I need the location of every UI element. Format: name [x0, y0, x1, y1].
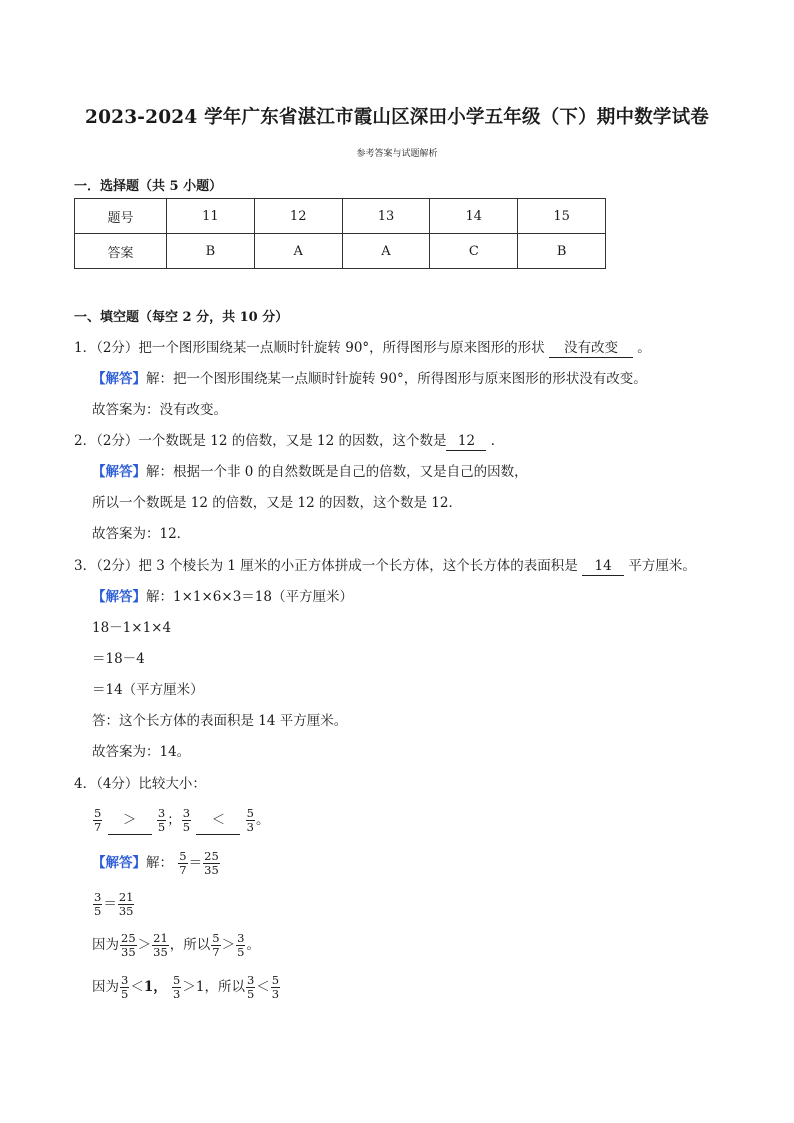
- question-end: 。: [637, 340, 651, 356]
- so-word: ，所以: [204, 979, 245, 995]
- fraction: $\frac{3}{5}$: [246, 973, 255, 1001]
- fraction: $\frac{21}{35}$: [118, 890, 134, 918]
- one-value: 1: [195, 979, 205, 995]
- fraction: $\frac{5}{7}$: [179, 849, 187, 877]
- question-2: [74, 432, 504, 451]
- fraction: $\frac{3}{5}$: [94, 890, 102, 918]
- solution-prefix: 解：: [146, 589, 173, 605]
- fraction: $\frac{25}{35}$: [204, 849, 219, 877]
- solution-tag: 【解答】: [92, 371, 146, 387]
- fraction: $\frac{5}{7}$: [94, 806, 102, 834]
- answer-line-3: 故答案为：14。: [92, 744, 191, 760]
- solution-text: 根据一个非 0 的自然数既是自己的倍数，又是自己的因数，: [173, 464, 528, 480]
- question-3: [74, 557, 696, 576]
- question-end: ．: [490, 433, 505, 449]
- solution-step-2: ＝18－4: [92, 651, 145, 667]
- question-text: （2分）把 3 个棱长为 1 厘米的小正方体拼成一个长方体，这个长方体的表面积是: [96, 558, 578, 574]
- fraction: $\frac{5}{3}$: [246, 806, 254, 834]
- answer-blank: ＞: [108, 806, 152, 835]
- solution-1: [92, 370, 647, 388]
- table-cell: C: [430, 234, 518, 269]
- table-cell: 15: [518, 199, 606, 234]
- table-cell: B: [167, 234, 255, 269]
- fraction: $\frac{25}{35}$: [121, 931, 136, 959]
- solution-3: [92, 588, 353, 606]
- question-text: （4分）比较大小：: [96, 776, 206, 792]
- answer-blank: ＜: [196, 806, 240, 835]
- question-number: 3．: [74, 558, 97, 574]
- one-value: 1，: [143, 979, 167, 995]
- table-cell: 11: [167, 199, 255, 234]
- table-cell: A: [254, 234, 342, 269]
- table-cell: 14: [430, 199, 518, 234]
- solution-tag: 【解答】: [92, 589, 146, 605]
- answer-line-2: 故答案为：12．: [92, 526, 191, 542]
- fraction: $\frac{21}{35}$: [153, 931, 168, 959]
- page-title: 2023-2024 学年广东省湛江市霞山区深田小学五年级（下）期中数学试卷: [85, 107, 709, 128]
- question-number: 2．: [74, 433, 97, 449]
- question-text: （2分）一个数既是 12 的倍数，又是 12 的因数，这个数是: [96, 433, 447, 449]
- answer-blank: 12: [446, 432, 486, 451]
- question-text: （2分）把一个图形围绕某一点顺时针旋转 90°，所得图形与原来图形的形状: [96, 340, 545, 356]
- solution-prefix: 解：: [146, 855, 173, 871]
- table-cell: 12: [254, 199, 342, 234]
- fraction: $\frac{3}{5}$: [157, 806, 166, 834]
- less-sign: ＜: [130, 979, 144, 995]
- solution-prefix: 解：: [146, 371, 173, 387]
- comparison-line: [92, 806, 270, 835]
- solution-tag: 【解答】: [92, 855, 146, 871]
- fraction: $\frac{5}{3}$: [271, 973, 280, 1001]
- solution-text: 1×1×6×3＝18（平方厘米）: [173, 589, 353, 605]
- solution-4: [92, 848, 221, 878]
- question-end: 。: [256, 812, 270, 828]
- solution-2-line-2: 所以一个数既是 12 的倍数，又是 12 的因数，这个数是 12．: [92, 495, 462, 511]
- table-cell: B: [518, 234, 606, 269]
- less-sign: ＜: [256, 979, 270, 995]
- solution-prefix: 解：: [146, 464, 173, 480]
- fraction: $\frac{5}{7}$: [212, 931, 220, 959]
- answer-line-1: 故答案为：没有改变。: [92, 402, 227, 418]
- table-row: [75, 234, 606, 269]
- greater-sign: ＞: [182, 979, 196, 995]
- solution-4-line-4: [92, 972, 281, 1002]
- question-end: 平方厘米。: [628, 558, 696, 574]
- greater-sign: ＞: [221, 937, 236, 953]
- solution-4-line-2: [92, 889, 135, 919]
- page-subtitle: 参考答案与试题解析: [356, 149, 438, 159]
- because-word: 因为: [92, 937, 119, 953]
- fraction: $\frac{3}{5}$: [182, 806, 191, 834]
- question-number: 4．: [74, 776, 97, 792]
- solution-2: [92, 463, 528, 481]
- because-word: 因为: [92, 979, 119, 995]
- table-cell: A: [342, 234, 430, 269]
- table-row: [75, 199, 606, 234]
- solution-text: 把一个图形围绕某一点顺时针旋转 90°，所得图形与原来图形的形状没有改变。: [173, 371, 647, 387]
- table-cell: 13: [342, 199, 430, 234]
- question-number: 1．: [74, 340, 97, 356]
- equals-sign: ＝: [103, 896, 117, 912]
- fraction: $\frac{3}{5}$: [237, 931, 245, 959]
- solution-step-3: ＝14（平方厘米）: [92, 682, 204, 698]
- equals-sign: ＝: [188, 855, 203, 871]
- section-heading-fill: 一、填空题（每空 2 分，共 10 分）: [74, 310, 289, 325]
- answer-blank: 没有改变: [549, 339, 633, 358]
- line-end: 。: [246, 937, 260, 953]
- fraction: $\frac{5}{3}$: [173, 973, 181, 1001]
- answer-table: [74, 198, 606, 269]
- question-1: [74, 339, 651, 358]
- section-heading-choice: 一．选择题（共 5 小题）: [74, 179, 223, 194]
- greater-sign: ＞: [137, 937, 152, 953]
- answer-blank: 14: [582, 557, 624, 576]
- so-word: ，所以: [169, 937, 211, 953]
- fraction: $\frac{3}{5}$: [121, 973, 129, 1001]
- solution-4-line-3: [92, 930, 260, 960]
- separator: ；: [167, 812, 181, 828]
- table-row-label: 答案: [75, 234, 167, 269]
- solution-step-1: 18－1×1×4: [92, 620, 172, 636]
- solution-tag: 【解答】: [92, 464, 146, 480]
- table-row-label: 题号: [75, 199, 167, 234]
- solution-reply: 答：这个长方体的表面积是 14 平方厘米。: [92, 713, 348, 729]
- question-4: [74, 775, 206, 793]
